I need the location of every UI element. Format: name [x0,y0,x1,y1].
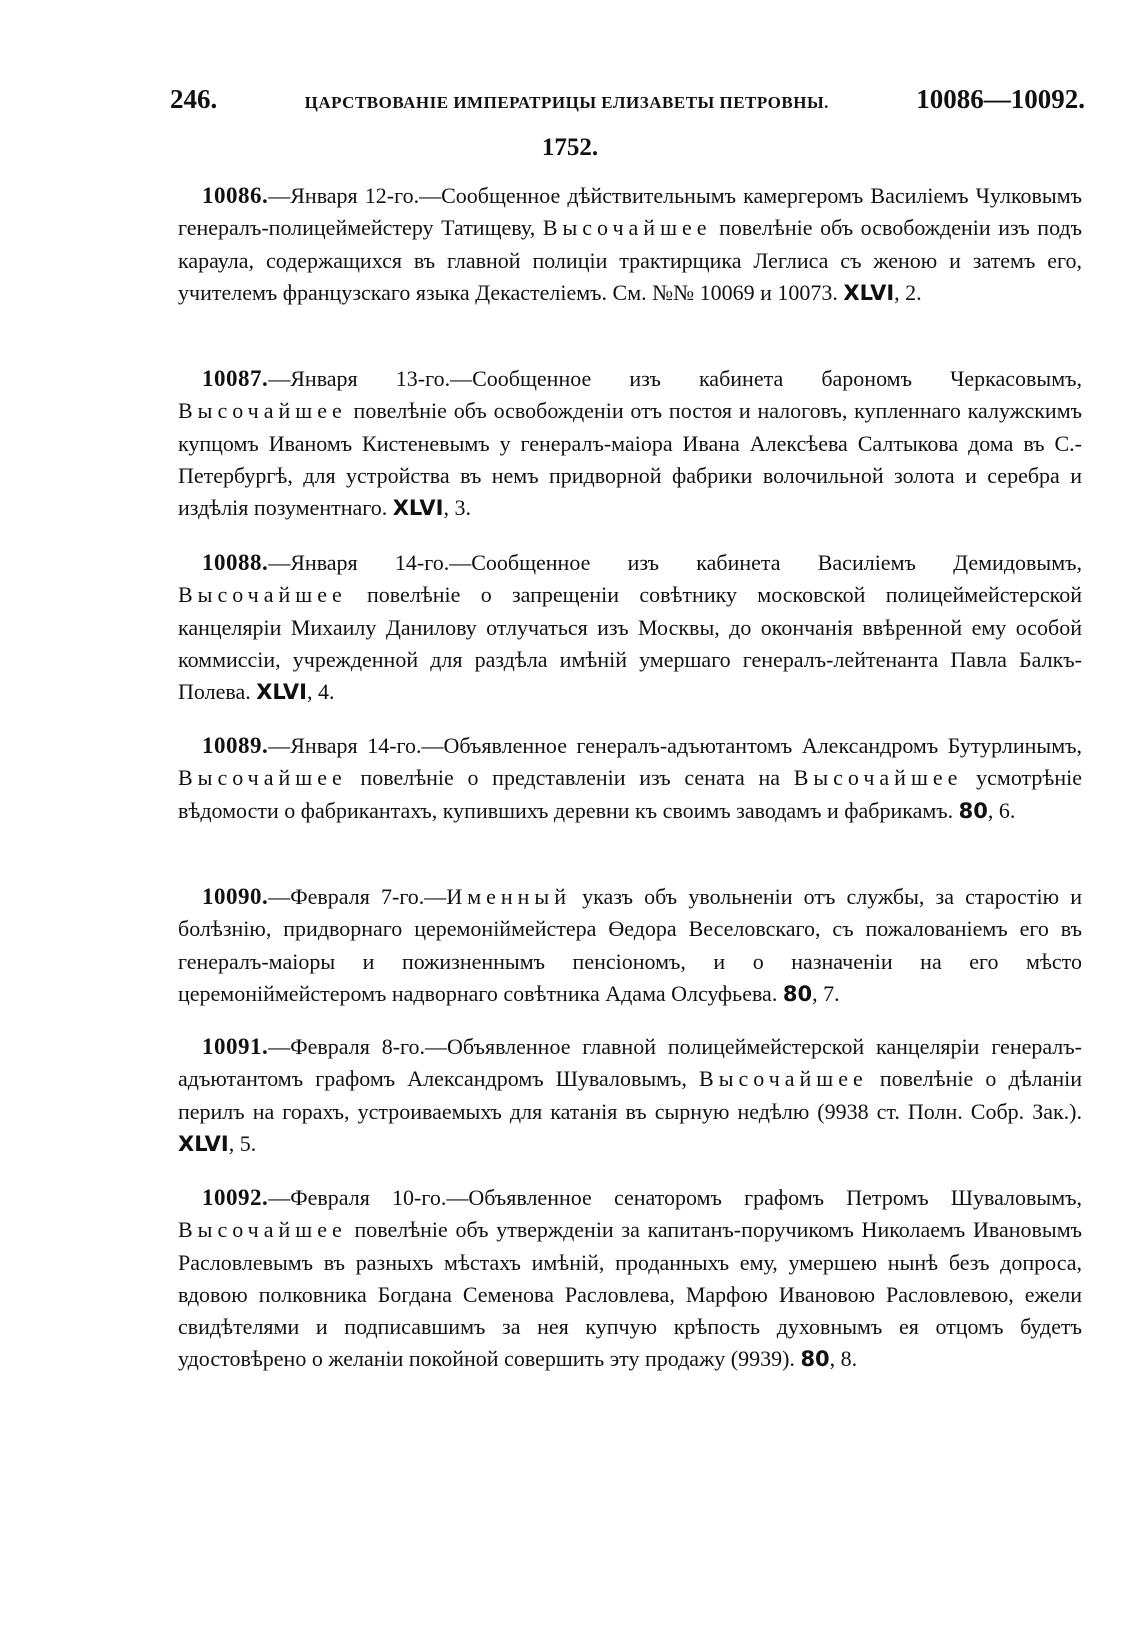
entry-emphasis: Высочайшее [178,1217,347,1243]
volume-ref: XLVI [256,680,307,705]
page-ref: , 2. [894,279,922,305]
entry-10091 [178,1031,1082,1160]
volume-ref: 80 [800,1347,830,1372]
entry-10088 [178,547,1082,708]
entry-emphasis: Высочайшее [178,398,347,424]
entry-text: —Февраля 10-го.—Объявленное сенаторомъ графомъ Петромъ Шуваловымъ, [268,1185,1082,1210]
entry-number: 10086. [202,183,269,208]
entry-text: повелѣніе объ утвержденіи за капитанъ-поручикомъ Николаемъ Ивановымъ Расловлевымъ въ разныхъ мѣстахъ имѣній, проданныхъ ему, умершею нынѣ безъ допроса, вдовою полковника Богдана Семенова Расловлева, Марфою Ивановою Расловлевою, ежели свидѣтелями и подписавшимъ за нея купчую крѣпость духовнымъ ея отцомъ будетъ удостовѣрено о желаніи покойной совершить эту продажу (9939). [178,1217,1082,1372]
entry-text: —Января 14-го.—Сообщенное изъ кабинета Василіемъ Демидовымъ, [268,550,1082,575]
entry-text: указъ объ увольненіи отъ службы, за старостію и болѣзнію, придворнаго церемоніймейстера Өедора Веселовскаго, съ пожалованіемъ его въ генералъ-маіоры и пожизненнымъ пенсіономъ, и о назначеніи на его мѣсто церемоніймейстеромъ надворнаго совѣтника Адама Олсуфьева. [178,884,1082,1006]
entry-emphasis: Высочайшее [699,1066,868,1092]
entry-text: повелѣніе объ освобожденіи отъ постоя и налоговъ, купленнаго калужскимъ купцомъ Иваномъ Кистеневымъ у генералъ-маіора Ивана Алексѣева Салтыкова дома въ С.-Петербургѣ, для устройства въ немъ придворной фабрики волочильной золота и серебра и издѣлія позументнаго. [178,398,1082,521]
year-heading: 1752. [541,134,599,161]
entry-text: усмотрѣніе вѣдомости о фабрикантахъ, купившихъ деревни къ своимъ заводамъ и фабрикамъ. [178,765,1083,823]
entry-10090 [178,881,1082,1010]
entry-10089 [178,730,1082,827]
volume-ref: XLVI [843,280,895,305]
entry-emphasis: Высочайшее [793,765,963,791]
entry-emphasis: Именный [446,884,571,909]
volume-ref: XLVI [178,1131,229,1156]
entry-text: —Января 14-го.—Объявленное генералъ-адъютантомъ Александромъ Бутурлинымъ, [268,733,1082,758]
entry-text: повелѣніе о запрещеніи совѣтнику московской полицеймейстерской канцеляріи Михаилу Данилову отлучаться изъ Москвы, до окончанія ввѣренной ему особой коммиссіи, учрежденной для раздѣла имѣній умершаго генералъ-лейтенанта Павла Балкъ-Полева. [178,582,1082,705]
page-number: 246. [170,84,218,114]
entry-text: повелѣніе о дѣланіи перилъ на горахъ, устроиваемыхъ для катанія въ сырную недѣлю (9938 ст. Полн. Собр. Зак.). [178,1066,1082,1124]
page-ref: , 4. [306,679,335,705]
running-header [170,84,1085,118]
volume-ref: 80 [782,981,813,1006]
entry-10086 [178,180,1082,309]
entry-emphasis: Высочайшее [178,765,347,791]
page-ref: , 5. [228,1130,257,1156]
entry-number: 10091. [202,1034,269,1059]
entry-text: —Февраля 8-го.—Объявленное главной полицеймейстерской канцеляріи генералъ-адъютантомъ графомъ Александромъ Шуваловымъ, [178,1034,1082,1092]
entry-10092 [178,1182,1082,1376]
entry-number: 10090. [202,884,269,909]
entry-emphasis: Высочайшее [542,215,712,241]
entry-number: 10092. [202,1185,269,1210]
volume-ref: 80 [958,798,988,823]
page-ref: , 3. [443,495,471,521]
page-ref: , 6. [987,797,1016,823]
entry-emphasis: Высочайшее [178,582,347,608]
entry-text: —Января 12-го.—Сообщенное дѣйствительнымъ камергеромъ Василіемъ Чулковымъ генералъ-полицеймейстеру Татищеву, [178,183,1082,241]
entry-text: повелѣніе о представленіи изъ сената на [346,765,794,791]
entry-number: 10089. [202,733,269,758]
entry-number: 10087. [202,366,269,391]
entry-text: повелѣніе объ освобожденіи изъ подъ караула, содержащихся въ главной полиціи трактирщика Леглиса съ женою и затемъ его, учителемъ французскаго языка Декастеліемъ. См. №№ 10069 и 10073. [178,215,1083,305]
entry-10087 [178,363,1082,524]
page-ref: , 8. [829,1346,858,1372]
entry-number: 10088. [202,550,269,575]
volume-ref: XLVI [392,496,444,521]
running-title: ЦАРСТВОВАНІЕ ИМПЕРАТРИЦЫ ЕЛИЗАВЕТЫ ПЕТРОВНЫ. [304,93,829,112]
entry-range: 10086—10092. [916,84,1085,114]
entry-text: —Января 13-го.—Сообщенное изъ кабинета барономъ Черкасовымъ, [268,366,1082,391]
entry-text: —Февраля 7-го.— [268,884,447,909]
page-ref: , 7. [812,980,840,1006]
